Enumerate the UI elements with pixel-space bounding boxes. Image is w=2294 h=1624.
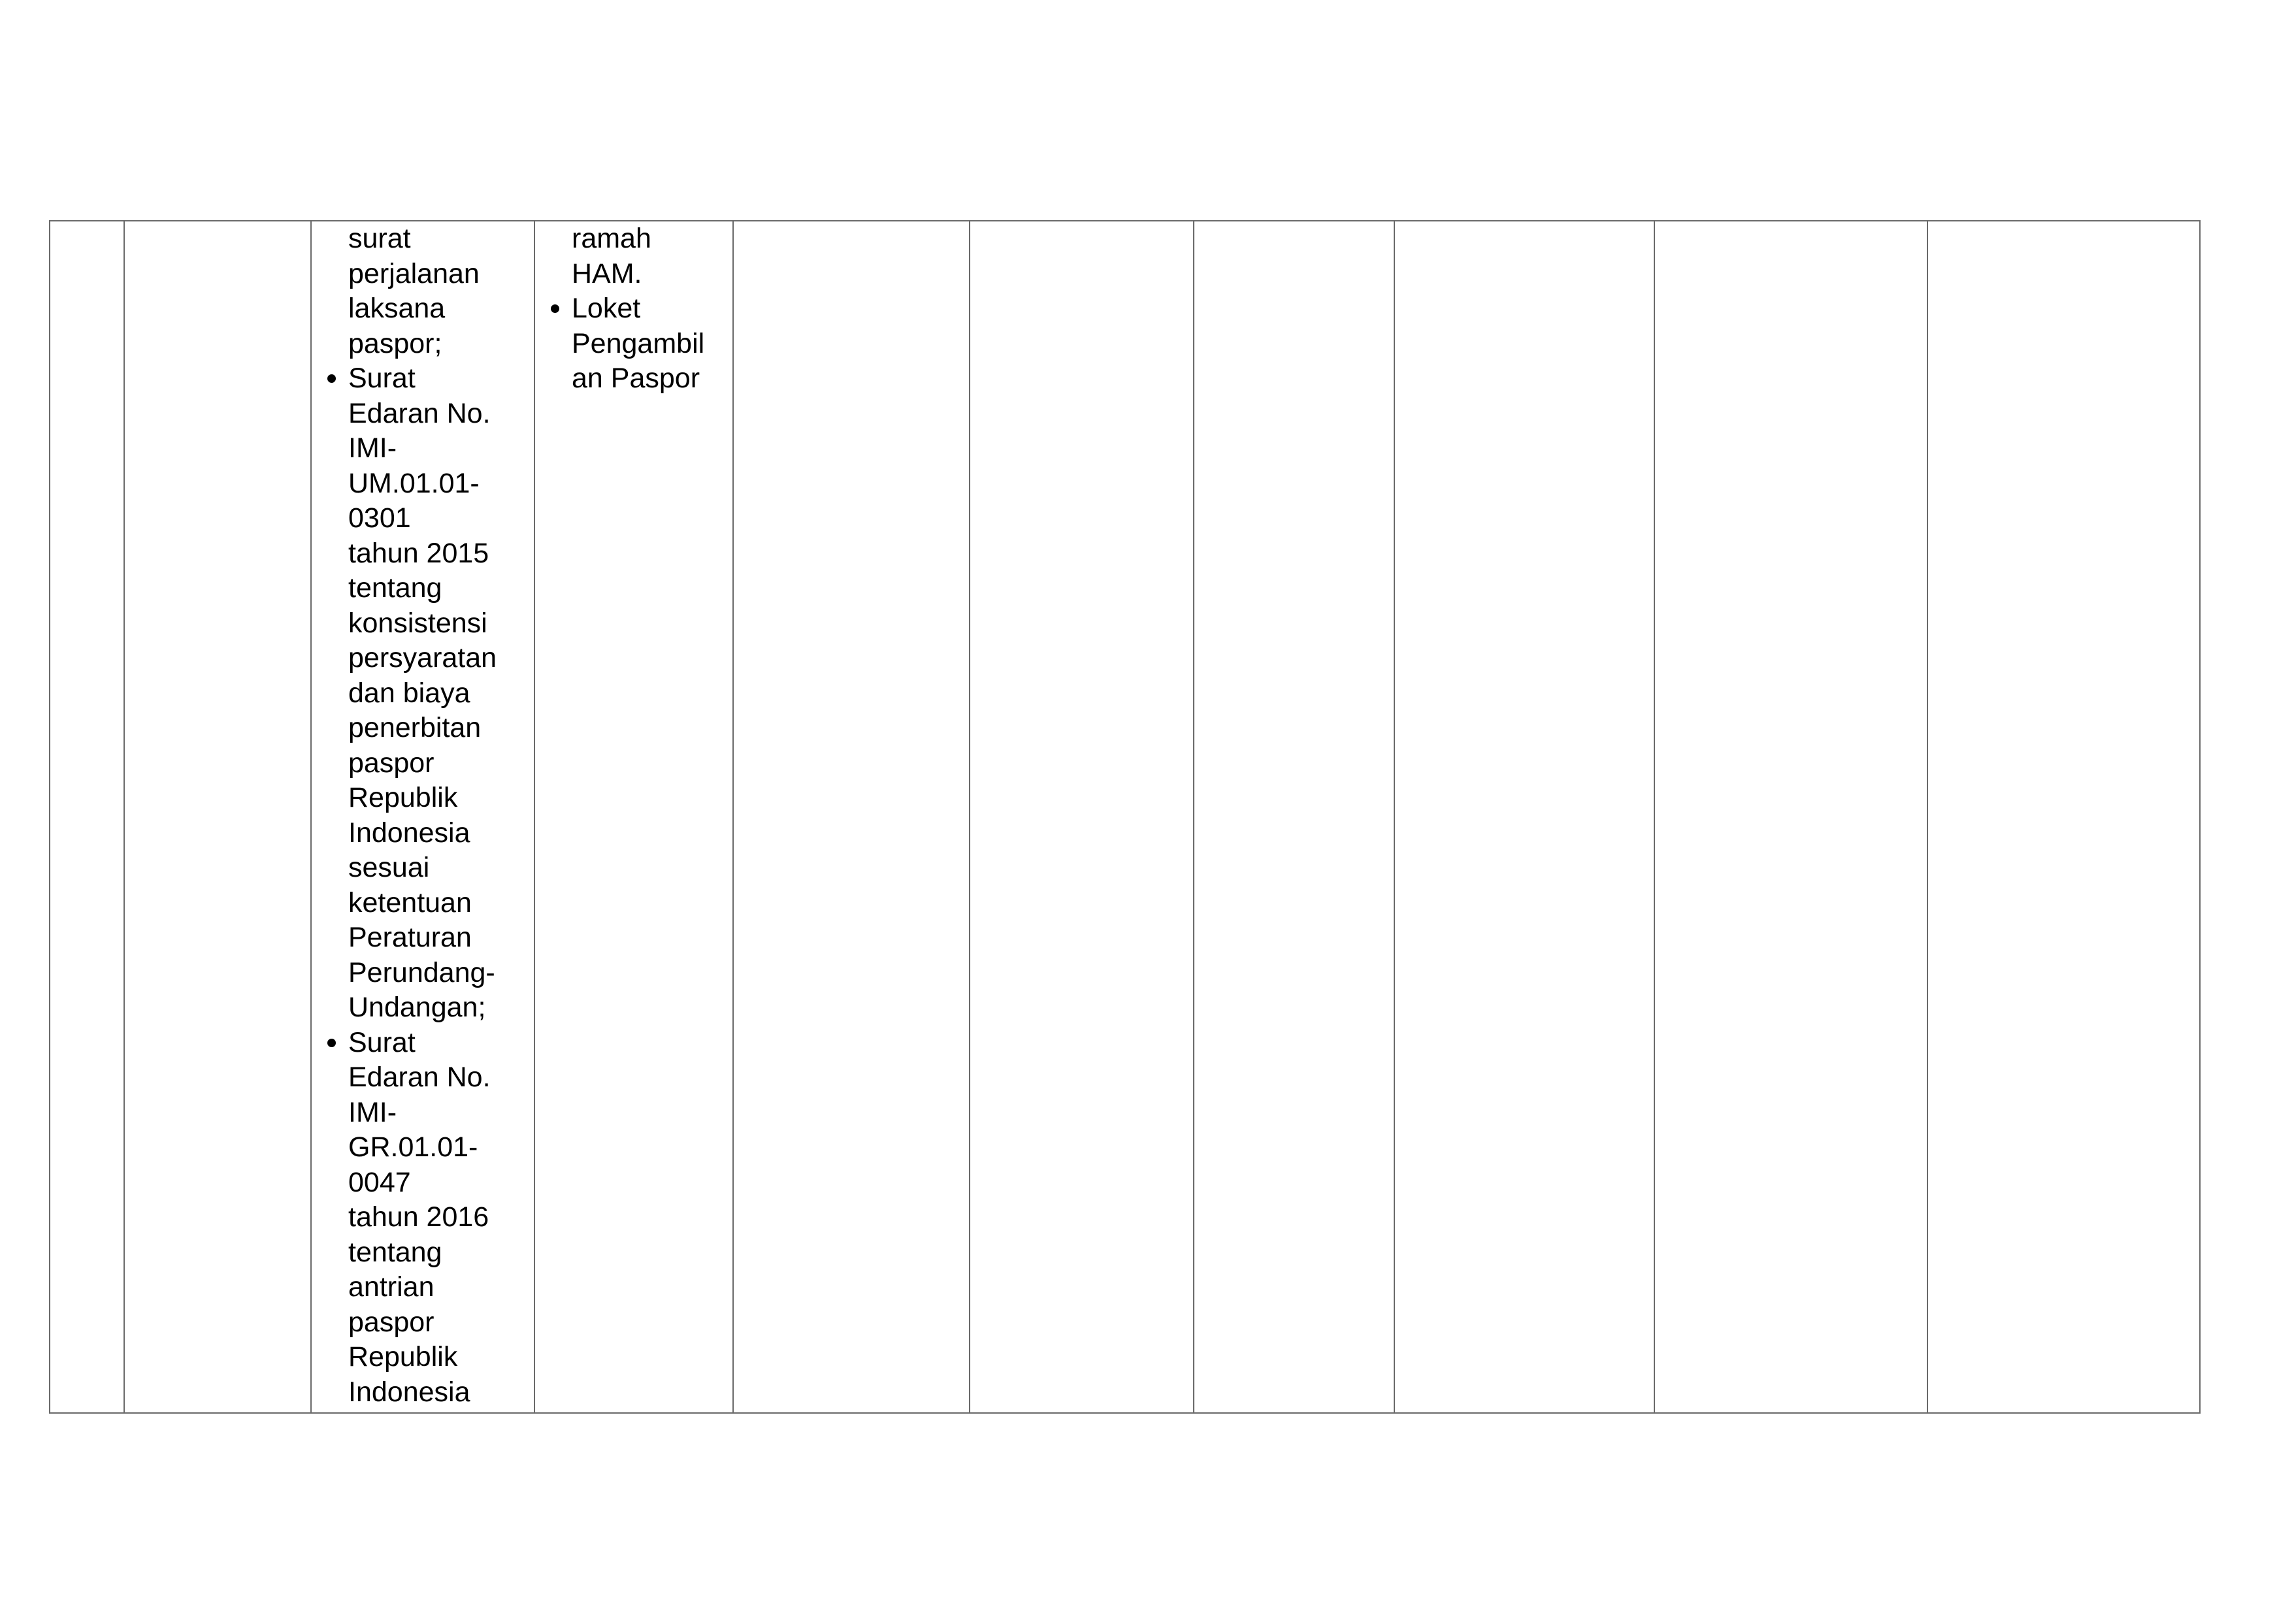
text-line: Edaran No. (348, 397, 491, 429)
text-line: an Paspor (572, 363, 700, 394)
text-line: ramah (572, 223, 651, 254)
cell-lead-text (312, 221, 534, 361)
text-line: IMI- (348, 1096, 397, 1128)
text-line: laksana (348, 293, 446, 324)
text-line: Peraturan (348, 922, 472, 953)
cell-lead-text (535, 221, 732, 291)
text-line: Pengambil (572, 327, 705, 359)
text-line: ketentuan (348, 886, 472, 918)
document-table (49, 220, 2201, 1414)
bullet-list (535, 291, 732, 397)
text-line: Republik (348, 782, 458, 813)
text-line: tentang (348, 1236, 442, 1268)
table-cell-7 (1194, 221, 1394, 1413)
list-item (535, 291, 732, 397)
text-line: Undangan; (348, 992, 486, 1023)
text-line: 0301 (348, 502, 411, 534)
text-line: Surat (348, 363, 416, 394)
text-line: dan biaya (348, 677, 470, 709)
bullet-icon (551, 304, 559, 313)
table-cell-facilities (534, 221, 733, 1413)
list-item (312, 1026, 534, 1410)
table-cell-8 (1394, 221, 1654, 1413)
table-cell-9 (1654, 221, 1927, 1413)
table-cell-6 (970, 221, 1194, 1413)
table-cell-10 (1927, 221, 2200, 1413)
text-line: tahun 2015 (348, 537, 489, 569)
text-line: Indonesia (348, 817, 470, 849)
text-line: Indonesia (348, 1376, 470, 1408)
text-line: HAM. (572, 257, 642, 289)
text-line: surat (348, 223, 411, 254)
table-cell-legal-basis (311, 221, 534, 1413)
text-line: perjalanan (348, 257, 480, 289)
text-line: Surat (348, 1026, 416, 1058)
text-line: paspor (348, 747, 434, 779)
text-line: 0047 (348, 1166, 411, 1198)
text-line: Edaran No. (348, 1062, 491, 1093)
text-line: Perundang- (348, 956, 495, 988)
text-line: UM.01.01- (348, 467, 480, 499)
text-line: GR.01.01- (348, 1131, 478, 1163)
text-line: tahun 2016 (348, 1201, 489, 1233)
text-line: paspor (348, 1306, 434, 1338)
list-item (312, 361, 534, 1026)
text-line: Loket (572, 293, 641, 324)
text-line: paspor; (348, 327, 442, 359)
bullet-list (312, 361, 534, 1410)
table-cell-2 (124, 221, 311, 1413)
text-line: tentang (348, 572, 442, 604)
text-line: penerbitan (348, 712, 482, 743)
text-line: antrian (348, 1271, 434, 1303)
text-line: persyaratan (348, 642, 497, 674)
text-line: konsistensi (348, 607, 487, 639)
text-line: Republik (348, 1341, 458, 1372)
text-line: sesuai (348, 852, 430, 883)
bullet-icon (327, 1039, 336, 1047)
text-line: IMI- (348, 432, 397, 464)
table-cell-1 (50, 221, 124, 1413)
table-row (50, 221, 2200, 1413)
table-cell-5 (733, 221, 970, 1413)
bullet-icon (327, 374, 336, 383)
